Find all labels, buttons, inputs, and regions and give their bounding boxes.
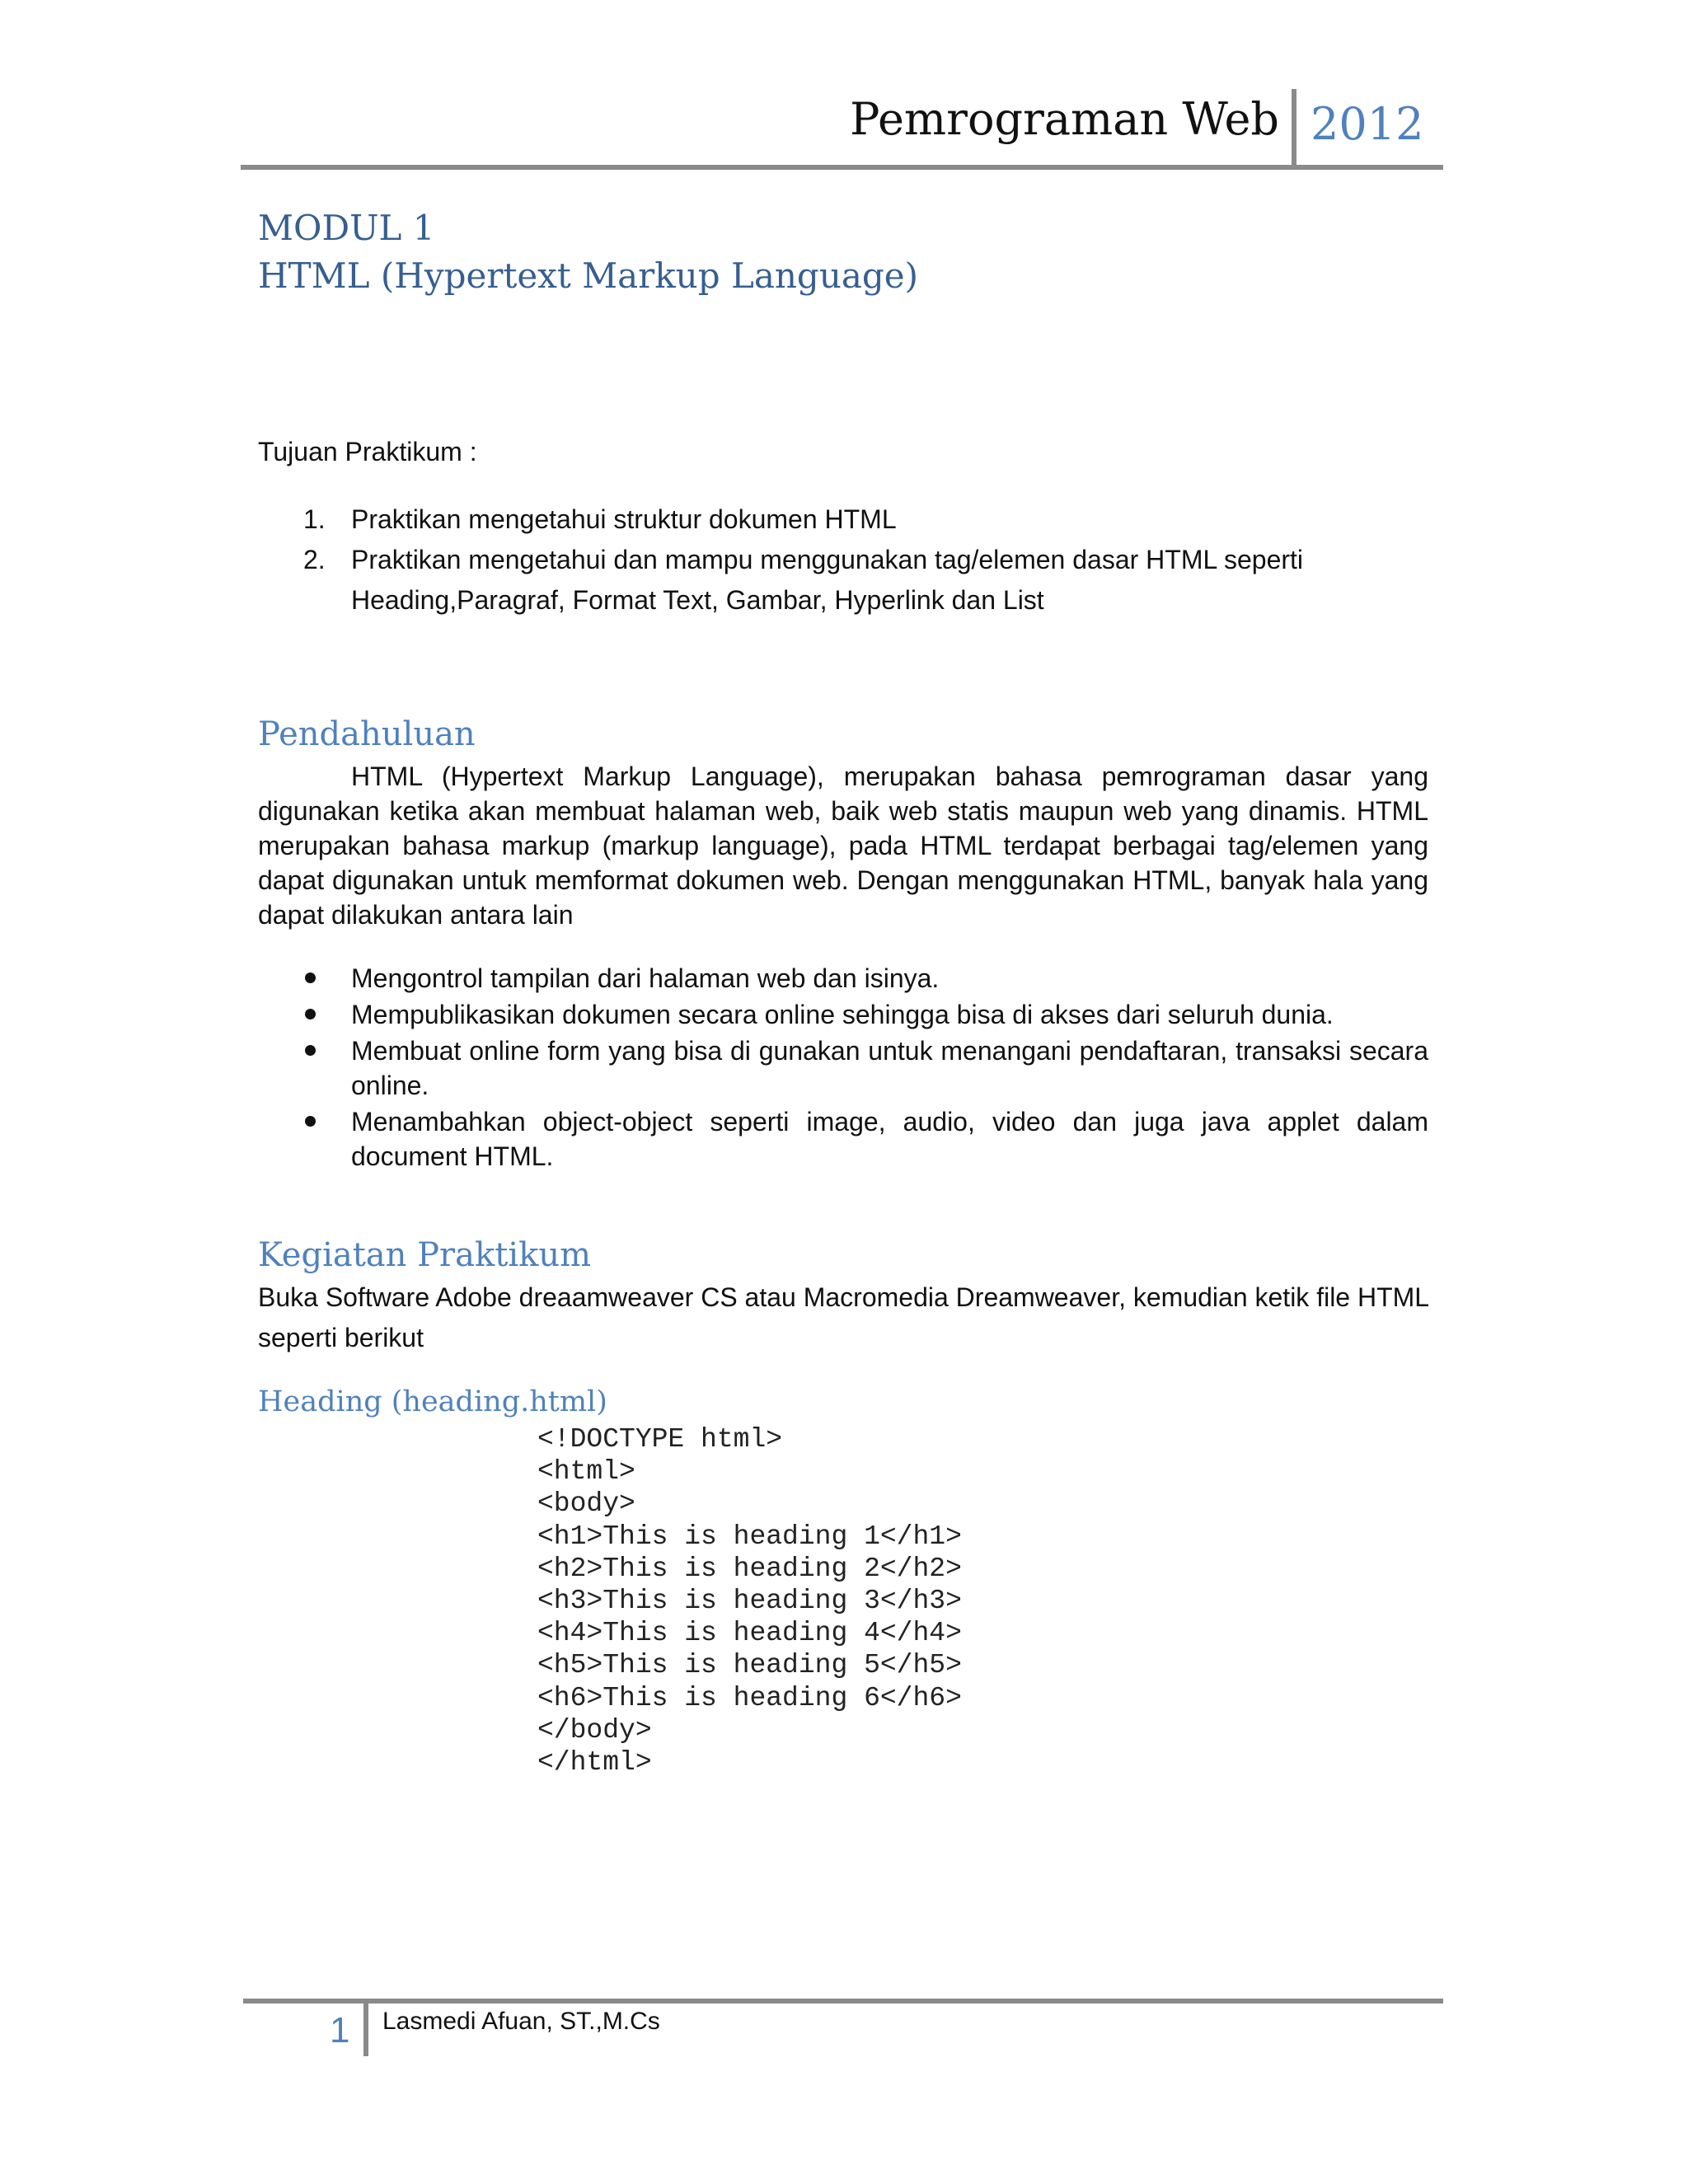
code-line: <h5>This is heading 5</h5> bbox=[537, 1650, 962, 1681]
intro-bullet: Membuat online form yang bisa di gunakan untuk menangani pendaftaran, transaksi secara online. bbox=[351, 1036, 1428, 1100]
activity-subheading: Heading (heading.html) bbox=[258, 1385, 607, 1418]
bullet-icon bbox=[305, 972, 316, 983]
code-line: </body> bbox=[537, 1714, 652, 1746]
objective-number: 2. bbox=[303, 545, 326, 574]
activity-heading: Kegiatan Praktikum bbox=[258, 1236, 592, 1274]
code-line: <h4>This is heading 4</h4> bbox=[537, 1618, 962, 1649]
bullet-icon bbox=[305, 1009, 316, 1019]
code-line: <body> bbox=[537, 1488, 635, 1520]
intro-paragraph: HTML (Hypertext Markup Language), merupakan bahasa pemrograman dasar yang digunakan ketika akan membuat halaman web, baik web statis maupun web yang dinamis. HTML merupakan bahasa markup (markup language), pada HTML terdapat berbagai tag/elemen yang dapat digunakan untuk memformat dokumen web. Dengan menggunakan HTML, banyak hala yang dapat dilakukan antara lain bbox=[258, 762, 1428, 930]
intro-bullet: Mengontrol tampilan dari halaman web dan isinya. bbox=[351, 963, 940, 993]
code-line: <h2>This is heading 2</h2> bbox=[537, 1553, 962, 1584]
header-year: 2012 bbox=[1311, 98, 1424, 150]
intro-heading: Pendahuluan bbox=[258, 715, 476, 753]
code-line: <!DOCTYPE html> bbox=[537, 1424, 783, 1455]
code-block bbox=[537, 1423, 962, 1779]
footer-rule bbox=[243, 1999, 1443, 2004]
objectives-label: Tujuan Praktikum : bbox=[258, 437, 477, 466]
page-number: 1 bbox=[330, 2010, 350, 2050]
header-title: Pemrograman Web bbox=[850, 93, 1279, 145]
activity-text: Buka Software Adobe dreaamweaver CS atau Macromedia Dreamweaver, kemudian ketik file HTML seperti berikut bbox=[258, 1282, 1428, 1352]
header-divider bbox=[1292, 89, 1296, 170]
code-line: </html> bbox=[537, 1747, 652, 1779]
footer-divider bbox=[363, 1999, 368, 2056]
module-number: MODUL 1 bbox=[258, 208, 435, 248]
intro-bullet: Menambahkan object-object seperti image, audio, video dan juga java applet dalam document HTML. bbox=[351, 1107, 1428, 1171]
bullet-icon bbox=[305, 1116, 316, 1127]
header-rule bbox=[241, 165, 1443, 170]
objective-text: Praktikan mengetahui struktur dokumen HTML bbox=[351, 504, 897, 534]
objective-number: 1. bbox=[303, 504, 326, 534]
module-subtitle: HTML (Hypertext Markup Language) bbox=[258, 255, 919, 296]
code-line: <h6>This is heading 6</h6> bbox=[537, 1682, 962, 1713]
objective-text: Praktikan mengetahui dan mampu menggunakan tag/elemen dasar HTML seperti bbox=[351, 545, 1304, 574]
intro-bullet: Mempublikasikan dokumen secara online sehingga bisa di akses dari seluruh dunia. bbox=[351, 1000, 1334, 1029]
code-line: <h3>This is heading 3</h3> bbox=[537, 1586, 962, 1617]
footer-author: Lasmedi Afuan, ST.,M.Cs bbox=[382, 2008, 660, 2035]
code-line: <h1>This is heading 1</h1> bbox=[537, 1521, 962, 1552]
objective-text-continued: Heading,Paragraf, Format Text, Gambar, Hyperlink dan List bbox=[351, 585, 1044, 615]
code-line: <html> bbox=[537, 1456, 635, 1488]
bullet-icon bbox=[305, 1045, 316, 1056]
